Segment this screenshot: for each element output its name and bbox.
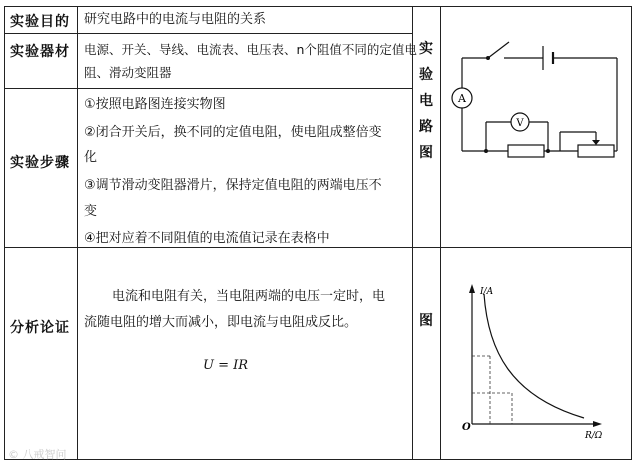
equipment-line-1: 电源、开关、导线、电流表、电压表、n个阻值不同的定值电	[84, 42, 417, 57]
header-analysis: 分析论证	[10, 320, 70, 336]
origin-label: O	[462, 422, 471, 433]
purpose-text: 研究电路中的电流与电阻的关系	[84, 12, 267, 27]
header-steps: 实验步骤	[10, 155, 70, 171]
step-line: ①按照电路图连接实物图	[84, 97, 226, 112]
analysis-line-2: 流随电阻的增大而减小，即电流与电阻成反比。	[84, 315, 358, 330]
header-equipment: 实验器材	[10, 44, 70, 60]
watermark: © 八戒智问	[8, 448, 67, 461]
y-axis-label: I/A	[480, 287, 494, 297]
formula: U = IR	[203, 358, 249, 373]
step-line: 化	[84, 150, 98, 165]
step-line: ③调节滑动变阻器滑片，保持定值电阻的两端电压不	[84, 178, 382, 193]
inverse-curve	[484, 294, 584, 418]
circuit-label-char: 电	[419, 93, 433, 109]
graph-label: 图	[419, 313, 433, 329]
ammeter-symbol: A	[458, 92, 466, 105]
equipment-line-2: 阻、滑动变阻器	[84, 65, 172, 80]
y-axis-arrow	[469, 284, 475, 293]
circuit-label-char: 验	[419, 67, 433, 83]
step-line: ④把对应着不同阻值的电流值记录在表格中	[84, 231, 330, 246]
step-line: ②闭合开关后，换不同的定值电阻，使电阻成整倍变	[84, 125, 382, 140]
circuit-label-char: 实	[419, 41, 433, 57]
x-axis-arrow	[593, 421, 602, 427]
step-line: 变	[84, 204, 98, 219]
header-purpose: 实验目的	[10, 14, 70, 30]
voltmeter-symbol: V	[516, 118, 524, 129]
x-axis-label: R/Ω	[585, 431, 603, 441]
circuit-label-char: 路	[419, 119, 433, 135]
analysis-line-1: 电流和电阻有关，当电阻两端的电压一定时，电	[112, 289, 386, 304]
circuit-label-char: 图	[419, 145, 433, 161]
